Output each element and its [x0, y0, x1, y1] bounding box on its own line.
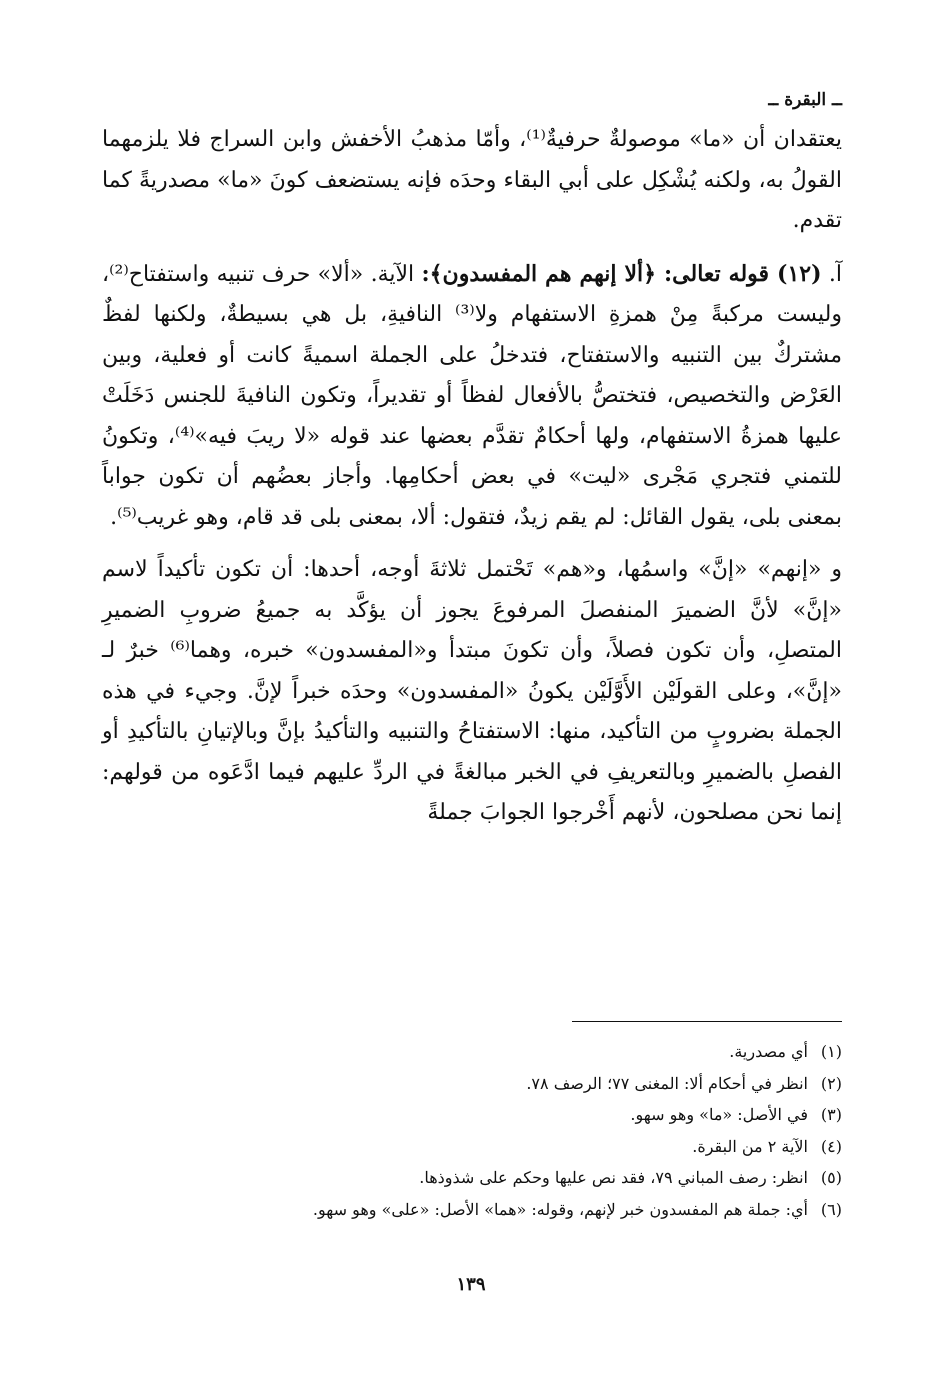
footnote-text: أي مصدرية. — [729, 1042, 808, 1061]
footnote-text: الآية ٢ من البقرة. — [692, 1136, 808, 1156]
footnote-item — [142, 1194, 842, 1226]
paragraph-2 — [102, 254, 842, 539]
paragraph-1: يعتقدان أن «ما» موصولةٌ حرفيةٌ⁽¹⁾، وأمّا مذهبُ الأخفش وابن السراج فلا يلزمهما القولُ به، ولكنه يُشْكِل على أبي البقاء وحدَه فإنه يستضعف كونَ «ما» مصدريةً كما تقدم. — [102, 127, 843, 233]
paragraph-2-prefix: آ. — [828, 261, 842, 287]
footnote-text: أي: جملة هم المفسدون خبر لإنهم، وقوله: «هما» الأصل: «على» وهو سهو. — [312, 1199, 808, 1219]
verse-heading: (١٢) قوله تعالى: ﴿ألا إنهم هم المفسدون﴾: — [421, 260, 822, 287]
footnote-mark: (٣) — [820, 1105, 842, 1124]
footnotes-list — [142, 1036, 842, 1225]
footnote-text: انظر في أحكام ألا: المغنى ٧٧؛ الرصف ٧٨. — [526, 1073, 808, 1093]
paragraph-2-text: الآية. «ألا» حرف تنبيه واستفتاح⁽²⁾، وليست مركبةً مِنْ همزةِ الاستفهام ولا⁽³⁾ النافيةِ، بل هي بسيطةٌ، ولكنها لفظٌ مشتركٌ بين التنبيه والاستفتاح، فتدخلُ على الجملة اسميةً كانت أو فعلية، وبين العَرْض والتخصيص، فتختصُّ بالأفعال لفظاً أو تقديراً، وتكون النافيةَ للجنس دَخَلَتْ عليها همزةُ الاستفهام، ولها أحكامٌ تقدَّم بعضها عند قوله «لا ريبَ فيه»⁽⁴⁾، وتكونُ للتمني فتجري مَجْرى «ليت» في بعض أحكامِها. وأجاز بعضُهم أن تكون جواباً بمعنى بلى، يقول القائل: لم يقم زيدٌ، فتقول: ألا، بمعنى بلى قد قام، وهو غريب⁽⁵⁾. — [102, 261, 843, 530]
footnote-mark: (٦) — [820, 1199, 842, 1219]
footnote-text: انظر: رصف المباني ٧٩، فقد نص عليها وحكم على شذوذها. — [419, 1168, 808, 1187]
footnote-item — [142, 1099, 842, 1131]
running-header: ــ البقرة ــ — [768, 90, 842, 110]
footnote-mark: (٢) — [820, 1073, 842, 1093]
main-text — [102, 120, 842, 834]
footnote-mark: (٥) — [820, 1168, 842, 1187]
footnote-item — [142, 1162, 842, 1194]
footnote-divider — [572, 1021, 842, 1022]
footnote-mark: (١) — [820, 1042, 842, 1061]
footnote-item — [142, 1068, 842, 1100]
footnote-mark: (٤) — [820, 1136, 842, 1156]
footnote-item — [142, 1131, 842, 1163]
footnote-text: في الأصل: «ما» وهو سهو. — [630, 1105, 808, 1124]
footnote-item — [142, 1036, 842, 1068]
paragraph-3: و «إنهم» «إنَّ» واسمُها، و«هم» تَحْتمل ثلاثةَ أوجه، أحدها: أن تكون تأكيداً لاسم «إنَّ» لأنَّ الضميرَ المنفصلَ المرفوعَ يجوز أن يؤكَّد به جميعُ ضروبِ الضميرِ المتصلِ، وأن تكون فصلاً، وأن تكونَ مبتدأ و«المفسدون» خبره، وهما⁽⁶⁾ خبرٌ لـ «إنَّ»، وعلى القولَيْن الأَوَّلَيْن يكونُ «المفسدون» وحدَه خبراً لإنَّ. وجيء في هذه الجملة بضروبٍ من التأكيد، منها: الاستفتاحُ والتنبيه والتأكيدُ بإنَّ وبالإتيانِ بالتأكيدِ أو الفصلِ بالضميرِ وبالتعريفِ في الخبر مبالغةً في الردِّ عليهم فيما ادَّعَوه من قولهم: إنما نحن مصلحون، لأنهم أَخْرجوا الجوابَ جملةً — [102, 557, 842, 825]
page-number: ١٣٩ — [456, 1274, 486, 1295]
